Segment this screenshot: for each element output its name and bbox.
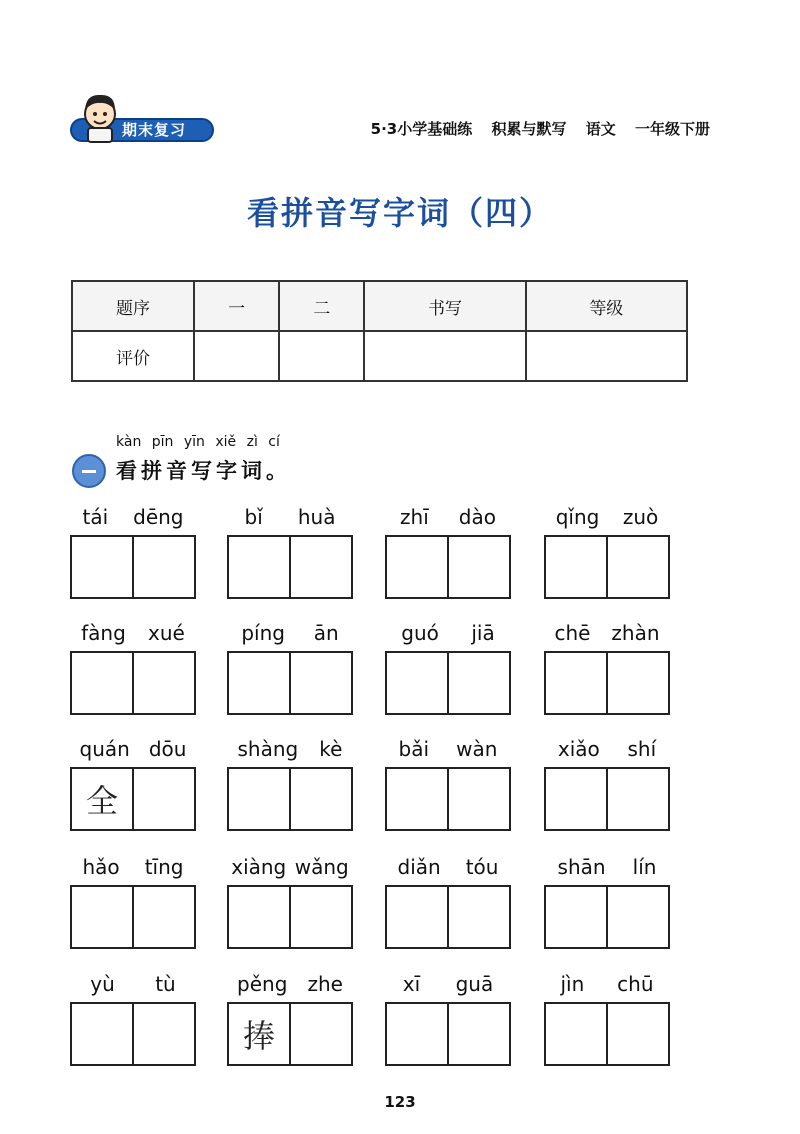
word-pinyin [544,737,670,761]
writing-box [385,767,511,831]
eval-cell[interactable] [364,331,525,381]
pinyin-syllable: yù [90,972,115,996]
word-pinyin [544,505,670,529]
writing-cell[interactable] [606,887,668,947]
pinyin-syllable: jiā [471,621,495,645]
word-pinyin [544,855,670,879]
pinyin-syllable: diǎn [397,855,441,879]
pinyin-syllable: píng [241,621,285,645]
word-item [385,855,511,951]
pinyin-syllable: dōu [148,737,187,761]
pinyin-syllable: zhe [307,972,343,996]
word-item [385,505,511,601]
series-subject: 语文 [585,120,616,138]
pinyin-syllable: chē [554,621,591,645]
series-info [371,118,710,139]
writing-cell[interactable] [229,769,289,829]
pinyin-syllable: bǐ [244,505,263,529]
writing-cell[interactable] [72,1004,132,1064]
word-item [70,737,196,833]
pinyin-syllable: xiàng [231,855,287,879]
word-pinyin [385,855,511,879]
word-item [227,972,353,1068]
word-pinyin [544,972,670,996]
pinyin-syllable: dào [458,505,496,529]
word-item [544,972,670,1068]
pinyin-syllable: bǎi [398,737,430,761]
writing-cell[interactable] [447,887,509,947]
pinyin-syllable: xué [148,621,185,645]
writing-cell[interactable] [387,769,447,829]
pinyin-syllable: wǎng [294,855,349,879]
writing-cell[interactable] [447,769,509,829]
pinyin-syllable: tù [155,972,176,996]
writing-cell[interactable] [229,653,289,713]
writing-box [227,767,353,831]
word-pinyin [385,505,511,529]
eval-cell[interactable] [194,331,279,381]
writing-cell[interactable] [606,769,668,829]
word-item [227,855,353,951]
writing-box [544,1002,670,1066]
eval-cell[interactable] [279,331,364,381]
word-item [227,737,353,833]
writing-cell[interactable] [132,887,194,947]
boy-mascot-icon [78,88,122,144]
writing-cell[interactable] [546,537,606,597]
pinyin-syllable: pěng [237,972,288,996]
writing-box [385,535,511,599]
writing-cell[interactable] [229,887,289,947]
pinyin-syllable: quán [79,737,130,761]
writing-box [70,885,196,949]
word-item [544,855,670,951]
writing-cell[interactable] [289,769,351,829]
pinyin-syllable: ān [313,621,339,645]
pinyin-syllable: kè [319,737,343,761]
pinyin-syllable: shí [627,737,657,761]
writing-cell[interactable] [132,537,194,597]
writing-box [544,651,670,715]
pinyin-syllable: wàn [456,737,498,761]
writing-cell[interactable] [546,887,606,947]
score-table-eval-row [72,331,687,381]
word-item [544,737,670,833]
pinyin-syllable: shàng [237,737,299,761]
writing-box [227,885,353,949]
writing-cell[interactable] [546,653,606,713]
writing-cell[interactable] [447,653,509,713]
word-pinyin [227,972,353,996]
word-pinyin [227,621,353,645]
eval-cell[interactable] [526,331,687,381]
writing-box [544,767,670,831]
badge-label: 期末复习 [122,121,187,139]
writing-cell[interactable] [387,1004,447,1064]
writing-cell[interactable] [72,887,132,947]
header-cell: 二 [279,281,364,331]
section-number-one-icon [72,454,106,488]
writing-cell[interactable] [229,537,289,597]
word-item [227,621,353,717]
writing-box [227,535,353,599]
writing-cell[interactable] [447,537,509,597]
pinyin-syllable: hǎo [82,855,120,879]
page-header [70,88,710,148]
writing-cell[interactable] [546,1004,606,1064]
pinyin-syllable: zhàn [611,621,660,645]
writing-cell[interactable] [132,1004,194,1064]
writing-cell[interactable] [447,1004,509,1064]
word-pinyin [385,737,511,761]
pinyin-syllable: tóu [465,855,499,879]
writing-cell[interactable] [132,653,194,713]
writing-box [70,535,196,599]
header-cell: 书写 [364,281,525,331]
pinyin-syllable: lín [632,855,657,879]
word-item [385,972,511,1068]
writing-box [544,885,670,949]
word-item [544,505,670,601]
writing-cell[interactable] [72,537,132,597]
review-badge [70,88,220,144]
writing-cell[interactable] [289,1004,351,1064]
page-title: 看拼音写字词（四） [246,194,553,232]
pinyin-syllable: tīng [144,855,184,879]
writing-cell[interactable] [289,887,351,947]
word-pinyin [70,855,196,879]
writing-cell[interactable] [606,537,668,597]
writing-box [70,1002,196,1066]
pinyin-syllable: huà [297,505,336,529]
pinyin-syllable: jìn [560,972,585,996]
pinyin-syllable: qǐng [555,505,600,529]
writing-cell[interactable]: 全 [85,782,118,820]
pinyin-syllable: fàng [81,621,126,645]
word-pinyin [544,621,670,645]
writing-cell[interactable] [387,887,447,947]
header-cell: 一 [194,281,279,331]
writing-box [544,535,670,599]
word-pinyin [227,505,353,529]
series-topic: 积累与默写 [491,120,567,138]
header-cell: 题序 [72,281,194,331]
word-pinyin [385,972,511,996]
pinyin-syllable: tái [82,505,109,529]
word-pinyin [70,972,196,996]
pinyin-syllable: guā [455,972,494,996]
word-item [385,737,511,833]
pinyin-syllable: xiǎo [557,737,600,761]
pinyin-syllable: zhī [400,505,429,529]
pinyin-syllable: zuò [622,505,659,529]
writing-box [227,1002,353,1066]
writing-cell[interactable] [289,537,351,597]
word-item [70,621,196,717]
page-number: 123 [384,1093,416,1111]
writing-cell[interactable] [387,653,447,713]
section-pinyin: kàn pīn yīn xiě zì cí [116,434,280,450]
word-pinyin [227,737,353,761]
word-pinyin [227,855,353,879]
writing-cell[interactable] [387,537,447,597]
pinyin-syllable: shān [557,855,606,879]
writing-cell[interactable]: 捧 [242,1017,275,1055]
word-item [385,621,511,717]
score-table [71,280,688,382]
word-item [227,505,353,601]
word-pinyin [70,621,196,645]
writing-cell[interactable] [606,653,668,713]
writing-box [385,1002,511,1066]
writing-box [227,651,353,715]
pinyin-syllable: guó [401,621,439,645]
eval-label-cell: 评价 [72,331,194,381]
series-name: 5·3小学基础练 [370,120,473,138]
writing-box [385,651,511,715]
pinyin-syllable: chū [617,972,654,996]
word-item [544,621,670,717]
writing-cell[interactable] [289,653,351,713]
score-table-header-row [72,281,687,331]
writing-cell[interactable] [606,1004,668,1064]
writing-box [70,651,196,715]
pinyin-syllable: dēng [133,505,184,529]
word-item [70,505,196,601]
series-grade: 一年级下册 [634,120,710,138]
word-pinyin [70,505,196,529]
word-item [70,972,196,1068]
writing-cell[interactable] [132,769,194,829]
writing-cell[interactable] [72,653,132,713]
word-pinyin [385,621,511,645]
writing-box [385,885,511,949]
section-title: 看拼音写字词。 [116,459,291,483]
writing-cell[interactable] [546,769,606,829]
word-pinyin [70,737,196,761]
header-cell: 等级 [526,281,687,331]
writing-box [70,767,196,831]
section-heading [72,430,472,490]
pinyin-syllable: xī [402,972,421,996]
word-item [70,855,196,951]
